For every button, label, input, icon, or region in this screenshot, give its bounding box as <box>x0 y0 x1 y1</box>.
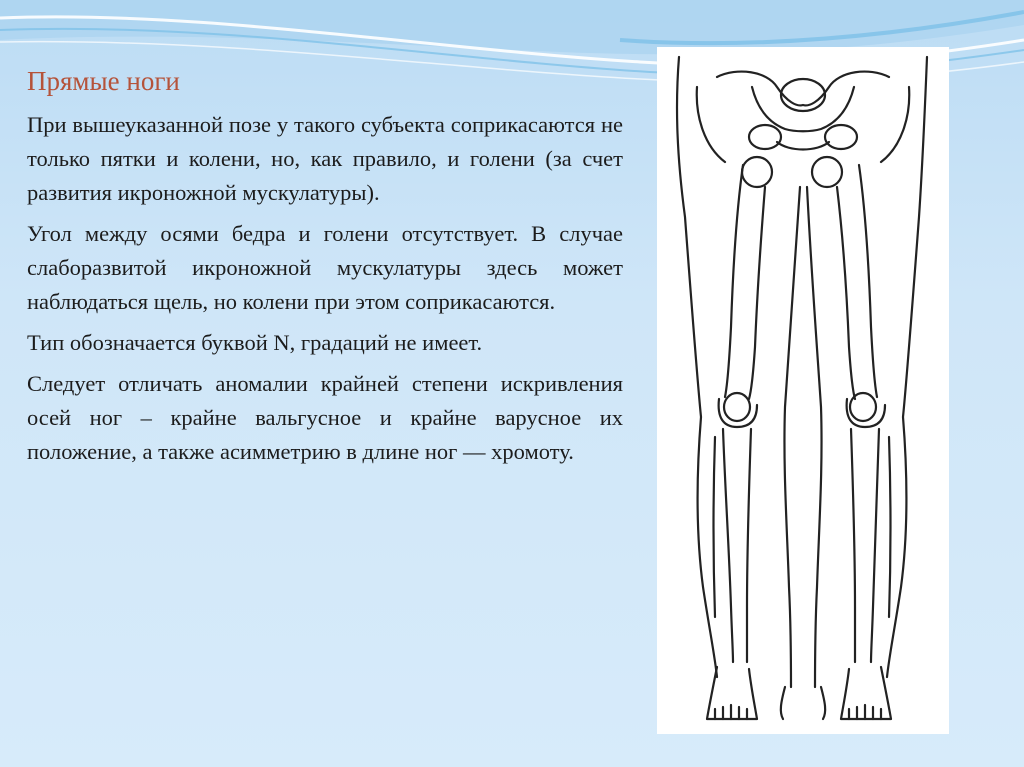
body-text <box>27 108 623 476</box>
leg-skeleton-illustration <box>657 47 949 734</box>
leg-skeleton-figure <box>657 47 949 734</box>
paragraph-2: Угол между осями бедра и голени отсутствует. В случае слаборазвитой икроножной мускулатуры здесь может наблюдаться щель, но колени при этом соприкасаются. <box>27 221 623 314</box>
paragraph-1: При вышеуказанной позе у такого субъекта соприкасаются не только пятки и колени, но, как правило, и голени (за счет развития икроножной мускулатуры). <box>27 112 623 205</box>
paragraph-4: Следует отличать аномалии крайней степени искривления осей ног – крайне вальгусное и крайне варусное их положение, а также асимметрию в длине ног — хромоту. <box>27 371 623 464</box>
paragraph-3: Тип обозначается буквой N, градаций не имеет. <box>27 330 483 355</box>
slide-title: Прямые ноги <box>27 66 180 96</box>
